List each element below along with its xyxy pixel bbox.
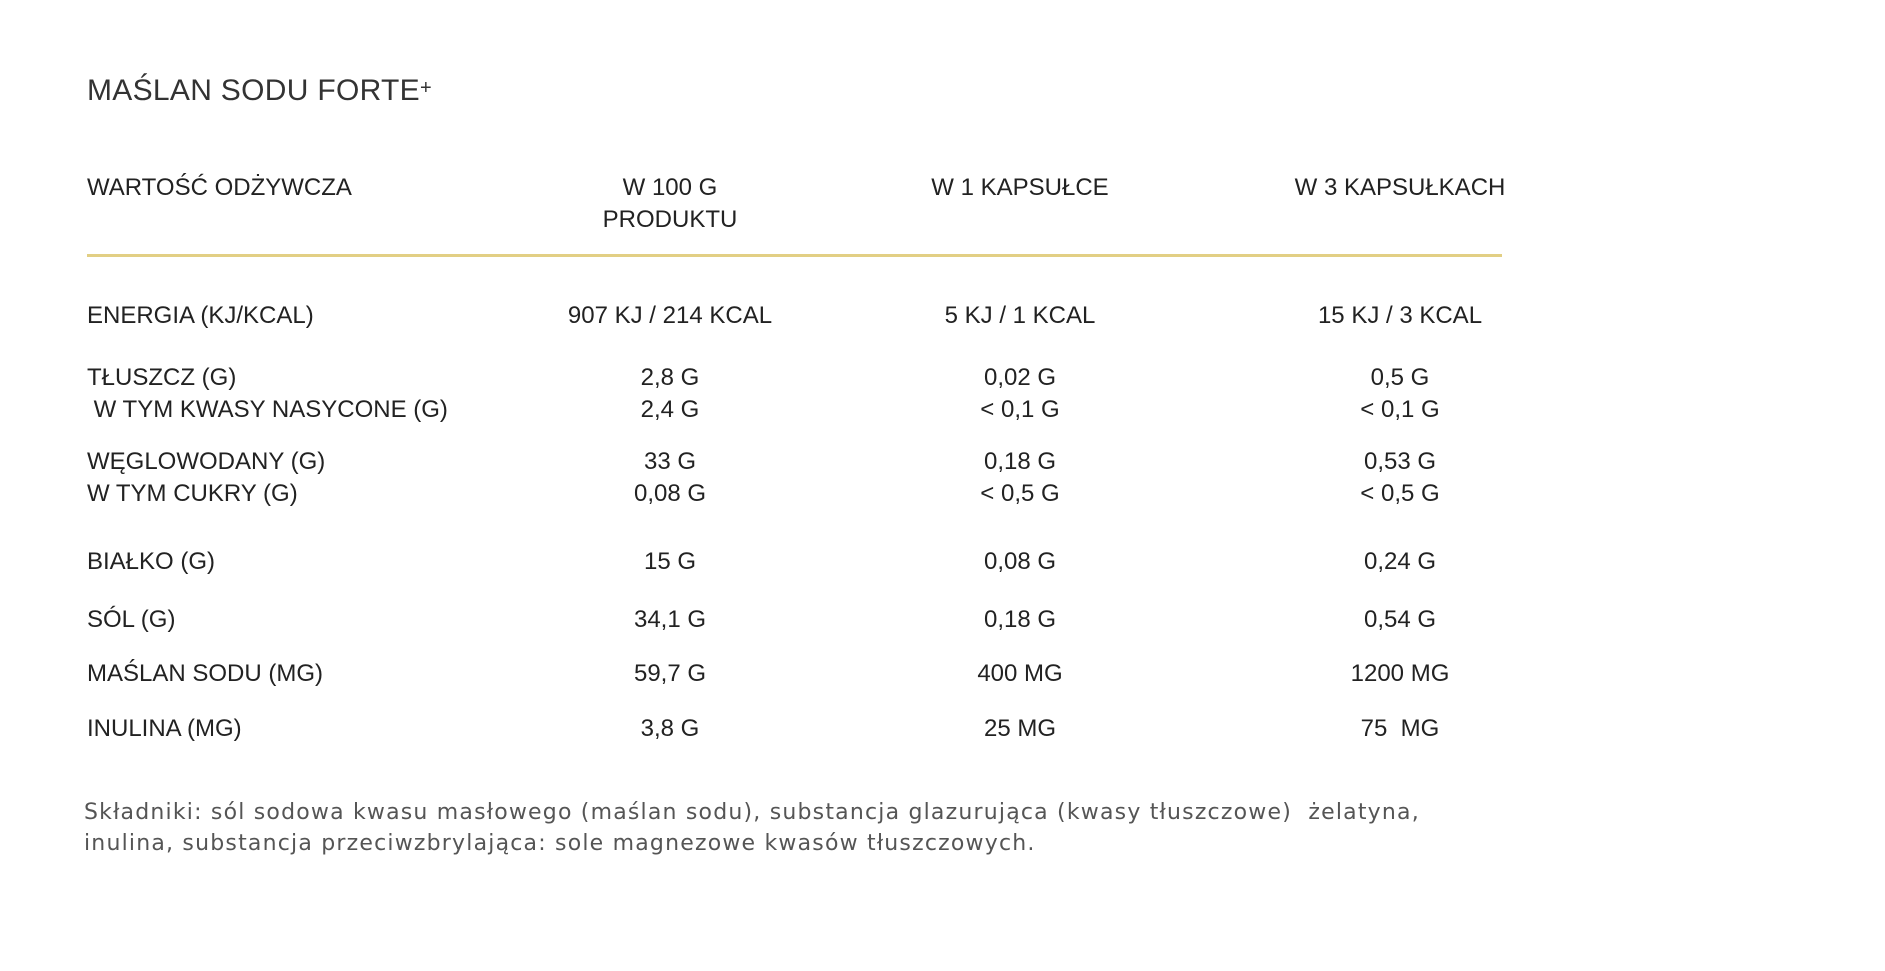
header-per-3-capsules-line-1: W 3 KAPSUŁKACH [1294, 174, 1506, 201]
row-carbs-per-3-capsules [1250, 446, 1550, 510]
cell-text: W TYM KWASY NASYCONE (G) [87, 396, 448, 423]
row-protein-per-100g [540, 546, 800, 578]
cell-text: W TYM CUKRY (G) [87, 480, 298, 507]
row-fat-per-3-capsules [1250, 362, 1550, 426]
row-inulin-per-capsule [900, 713, 1140, 745]
cell-text: 34,1 G [633, 606, 707, 633]
row-fat-label [87, 362, 448, 426]
header-per-capsule-line-1: W 1 KAPSUŁCE [931, 174, 1109, 201]
cell-text: < 0,5 G [1360, 480, 1440, 507]
cell-text: 0,54 G [1363, 606, 1437, 633]
product-title-suffix: + [419, 77, 432, 99]
cell-text: BIAŁKO (G) [87, 548, 216, 575]
row-fat-per-capsule [900, 362, 1140, 426]
row-protein-per-capsule [900, 546, 1140, 578]
row-carbs-per-capsule [900, 446, 1140, 510]
cell-text: 0,53 G [1363, 448, 1437, 475]
cell-text: MAŚLAN SODU (MG) [87, 660, 324, 687]
row-protein-label [87, 546, 215, 578]
row-carbs-label [87, 446, 325, 510]
cell-text: 2,8 G [640, 364, 700, 391]
cell-text: 907 KJ / 214 KCAL [567, 302, 773, 329]
cell-text: 25 MG [983, 715, 1057, 742]
row-sodium-butyrate-label [87, 658, 323, 690]
header-per-100g-line-2: PRODUKTU [602, 206, 738, 233]
row-inulin-per-3-capsules [1250, 713, 1550, 745]
cell-text: 0,02 G [983, 364, 1057, 391]
row-salt-per-capsule [900, 604, 1140, 636]
cell-text: INULINA (MG) [87, 715, 242, 742]
row-salt-per-100g [540, 604, 800, 636]
cell-text: 33 G [643, 448, 697, 475]
row-protein-per-3-capsules [1250, 546, 1550, 578]
header-divider [87, 254, 1502, 257]
cell-text: SÓL (G) [87, 606, 176, 633]
cell-text: 0,08 G [983, 548, 1057, 575]
cell-text: 0,18 G [983, 448, 1057, 475]
cell-text: WĘGLOWODANY (G) [87, 448, 326, 475]
cell-text: 75 MG [1360, 715, 1440, 742]
product-title [87, 74, 432, 108]
cell-text: 59,7 G [633, 660, 707, 687]
header-per-3-capsules [1250, 172, 1550, 204]
cell-text: 2,4 G [640, 396, 700, 423]
row-energy-per-capsule [900, 300, 1140, 332]
row-inulin-per-100g [540, 713, 800, 745]
ingredients-line-2: inulina, substancja przeciwzbrylająca: sole magnezowe kwasów tłuszczowych. [84, 831, 1036, 856]
header-per-100g-line-1: W 100 G [622, 174, 718, 201]
ingredients-text [84, 797, 1644, 859]
cell-text: 15 KJ / 3 KCAL [1317, 302, 1483, 329]
cell-text: < 0,5 G [980, 480, 1060, 507]
row-energy-per-100g [540, 300, 800, 332]
row-salt-label [87, 604, 175, 636]
row-inulin-label [87, 713, 242, 745]
cell-text: 400 MG [977, 660, 1063, 687]
cell-text: < 0,1 G [1360, 396, 1440, 423]
row-sodium-butyrate-per-100g [540, 658, 800, 690]
header-per-capsule [900, 172, 1140, 204]
row-energy-per-3-capsules [1250, 300, 1550, 332]
product-title-text: MAŚLAN SODU FORTE [87, 74, 420, 107]
row-sodium-butyrate-per-3-capsules [1250, 658, 1550, 690]
cell-text: 1200 MG [1350, 660, 1450, 687]
header-nutrient-line-1: WARTOŚĆ ODŻYWCZA [87, 174, 352, 201]
cell-text: ENERGIA (KJ/KCAL) [87, 302, 314, 329]
cell-text: 3,8 G [640, 715, 700, 742]
ingredients-line-1: Składniki: sól sodowa kwasu masłowego (maślan sodu), substancja glazurująca (kwasy tłuszczowe) żelatyna, [84, 800, 1420, 825]
row-sodium-butyrate-per-capsule [900, 658, 1140, 690]
header-nutrient [87, 172, 352, 204]
header-per-100g [540, 172, 800, 236]
cell-text: 0,08 G [633, 480, 707, 507]
cell-text: 5 KJ / 1 KCAL [944, 302, 1096, 329]
cell-text: TŁUSZCZ (G) [87, 364, 237, 391]
row-salt-per-3-capsules [1250, 604, 1550, 636]
cell-text: 0,18 G [983, 606, 1057, 633]
cell-text: < 0,1 G [980, 396, 1060, 423]
cell-text: 15 G [643, 548, 697, 575]
row-fat-per-100g [540, 362, 800, 426]
row-carbs-per-100g [540, 446, 800, 510]
row-energy-label [87, 300, 314, 332]
cell-text: 0,5 G [1370, 364, 1430, 391]
cell-text: 0,24 G [1363, 548, 1437, 575]
